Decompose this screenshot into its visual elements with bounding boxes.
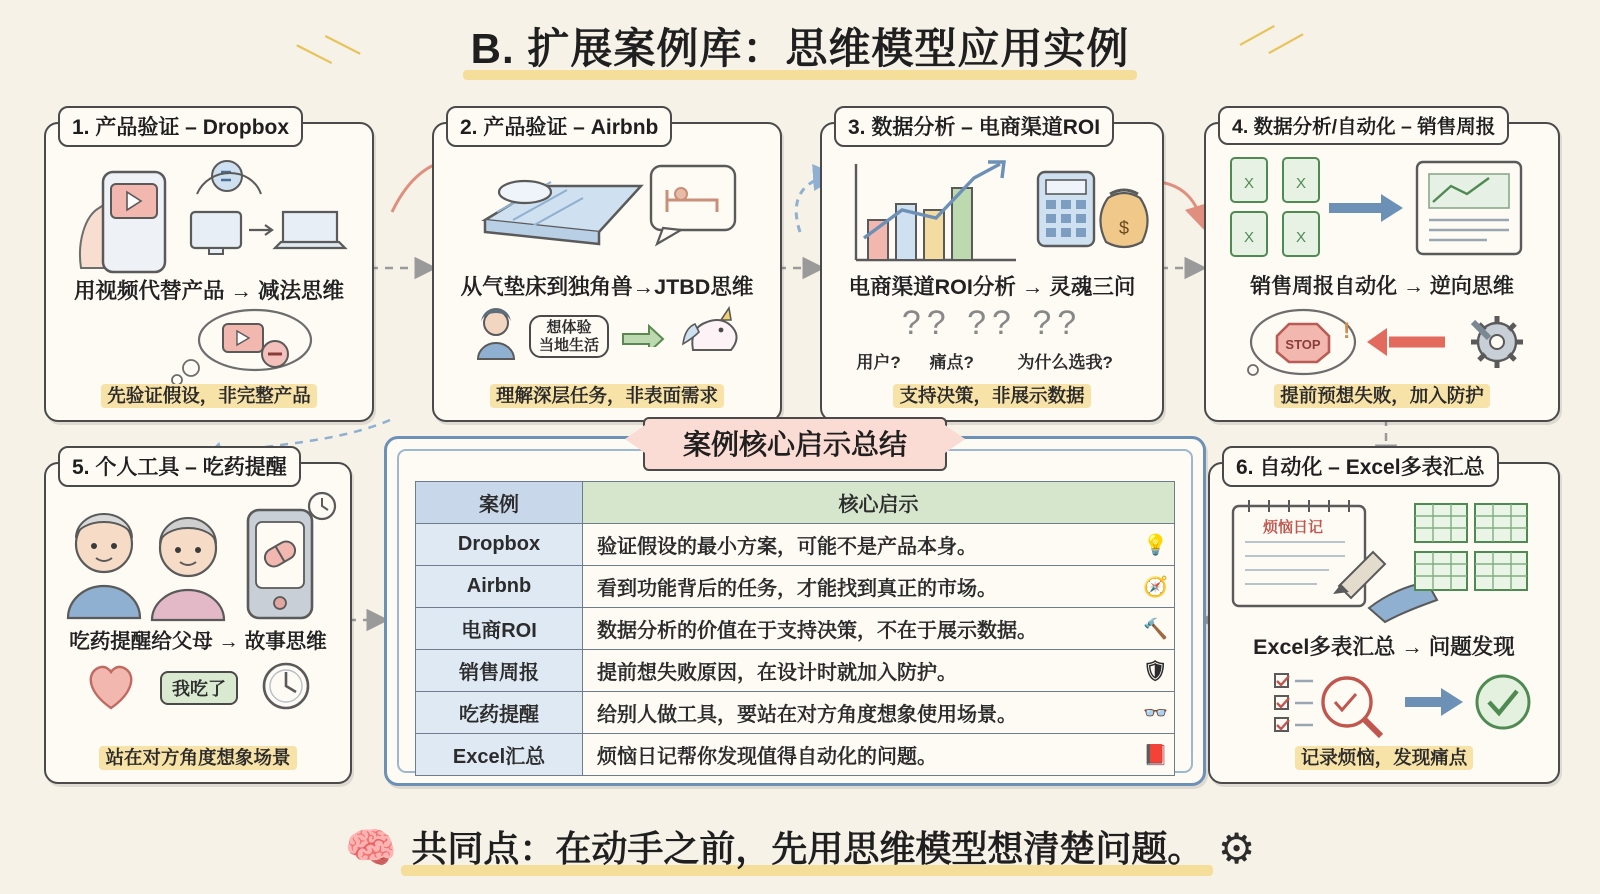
unicorn-icon <box>673 306 747 367</box>
row-lesson: 验证假设的最小方案，可能不是产品本身。 💡 <box>583 524 1175 566</box>
sparkle-icon: ＼＼ <box>295 26 363 77</box>
card-dropbox[interactable] <box>44 116 374 422</box>
page-title <box>455 14 1146 82</box>
svg-text:X: X <box>1243 229 1255 246</box>
card-sales-report-title: 4. 数据分析/自动化 – 销售周报 <box>1218 106 1509 145</box>
airbnb-bubble-text: 想体验 当地生活 <box>529 315 609 358</box>
card-pill-reminder-main: 吃药提醒给父母 → 故事思维 <box>69 630 327 653</box>
footer-text <box>401 821 1213 876</box>
card-airbnb-foot: 理解深层任务，非表面需求 <box>434 382 780 408</box>
footer <box>0 821 1600 876</box>
card-excel-merge-main: Excel多表汇总 → 问题发现 <box>1253 635 1515 659</box>
card-dropbox-illustration <box>46 150 372 274</box>
row-lesson: 烦恼日记帮你发现值得自动化的问题。 📕 <box>583 734 1175 776</box>
svg-text:$: $ <box>1118 218 1130 238</box>
row-case: Excel汇总 <box>416 734 583 776</box>
card-pill-reminder-title: 5. 个人工具 – 吃药提醒 <box>58 446 301 487</box>
svg-text:烦恼日记: 烦恼日记 <box>1263 519 1324 536</box>
row-case: 电商ROI <box>416 608 583 650</box>
card-dropbox-thought-bubble <box>46 306 372 392</box>
row-lesson: 看到功能背后的任务，才能找到真正的市场。 🧭 <box>583 566 1175 608</box>
taken-chip[interactable] <box>150 658 248 717</box>
footer-label: 共同点：在动手之前，先用思维模型想清楚问题。 <box>411 828 1204 869</box>
column-header-lesson: 核心启示 <box>583 482 1175 524</box>
card-ecom-roi[interactable] <box>820 116 1164 422</box>
stop-gear-svg <box>1217 302 1547 380</box>
card-airbnb-illustration <box>434 148 780 268</box>
svg-text:X: X <box>1243 175 1255 192</box>
card-dropbox-foot: 先验证假设，非完整产品 <box>46 382 372 408</box>
card-excel-merge-illustration <box>1210 490 1558 626</box>
svg-text:STOP: STOP <box>1285 337 1321 352</box>
card-sales-report-illustration <box>1206 150 1558 268</box>
card-sales-report-foot: 提前预想失败，加入防护 <box>1206 382 1558 408</box>
heart-icon <box>72 658 150 717</box>
thought-bubble-svg <box>59 306 359 392</box>
row-case: 吃药提醒 <box>416 692 583 734</box>
table-row <box>416 566 1175 608</box>
row-lesson: 数据分析的价值在于支持决策，不在于展示数据。 🔨 <box>583 608 1175 650</box>
svg-text:X: X <box>1295 229 1307 246</box>
page-title-text: B. 扩展案例库：思维模型应用实例 <box>470 25 1130 72</box>
table-row <box>416 650 1175 692</box>
summary-banner: 案例核心启示总结 <box>643 417 947 471</box>
card-sales-report-main: 销售周报自动化 → 逆向思维 <box>1250 275 1514 298</box>
checklist-flow-svg <box>1219 664 1549 744</box>
card-ecom-roi-foot: 支持决策，非展示数据 <box>822 382 1162 408</box>
thought-label <box>525 306 613 367</box>
card-excel-merge[interactable] <box>1208 456 1560 784</box>
shield-icon: 🛡 <box>1142 660 1168 682</box>
book-icon: 📕 <box>1143 744 1168 766</box>
table-row <box>416 608 1175 650</box>
compass-icon: 🧭 <box>1143 576 1168 598</box>
brain-icon: 🧠 <box>344 824 397 871</box>
parents-phone-svg <box>54 490 342 622</box>
airbed-art-svg <box>447 148 767 268</box>
arrow-right-icon <box>613 306 673 367</box>
card-pill-reminder-illustration <box>46 490 350 622</box>
card-ecom-roi-questions <box>822 304 1162 380</box>
row-lesson: 给别人做工具，要站在对方角度想象使用场景。 👓 <box>583 692 1175 734</box>
glasses-icon: 👓 <box>1143 702 1168 724</box>
question-mark-icon: ?? ?? ?? <box>901 304 1083 342</box>
card-dropbox-main: 用视频代替产品 → 减法思维 <box>74 279 344 303</box>
clock-icon <box>248 658 324 717</box>
card-sales-report[interactable] <box>1204 116 1560 422</box>
svg-text:!: ! <box>1343 318 1351 343</box>
card-sales-report-stop-gear <box>1206 302 1558 380</box>
card-excel-merge-foot: 记录烦恼，发现痛点 <box>1210 744 1558 770</box>
card-ecom-roi-illustration <box>822 148 1162 268</box>
table-row <box>416 734 1175 776</box>
row-lesson: 提前想失败原因，在设计时就加入防护。 🛡 <box>583 650 1175 692</box>
person-icon <box>467 306 525 367</box>
card-pill-reminder-foot: 站在对方角度想象场景 <box>46 744 350 770</box>
row-case: Airbnb <box>416 566 583 608</box>
card-ecom-roi-main: 电商渠道ROI分析 → 灵魂三问 <box>848 275 1136 299</box>
page-title-wrap <box>0 14 1600 82</box>
row-case: Dropbox <box>416 524 583 566</box>
column-header-case: 案例 <box>416 482 583 524</box>
card-airbnb[interactable] <box>432 116 782 422</box>
card-excel-merge-flow <box>1210 664 1558 744</box>
card-pill-reminder[interactable] <box>44 456 352 784</box>
notebook-spreadsheet-svg <box>1219 490 1549 626</box>
question-label-3: 为什么选我? <box>1017 353 1113 372</box>
summary-panel[interactable] <box>384 429 1206 786</box>
dropbox-art-svg <box>59 150 359 274</box>
question-label-2: 痛点? <box>929 353 974 372</box>
gavel-icon: 🔨 <box>1143 618 1168 640</box>
taken-chip-label: 我吃了 <box>160 671 238 705</box>
card-airbnb-main: 从气垫床到独角兽→JTBD思维 <box>460 275 754 299</box>
sparkle-icon: ／／ <box>1237 17 1305 66</box>
svg-text:X: X <box>1295 175 1307 192</box>
excel-to-report-svg <box>1217 150 1547 268</box>
table-row <box>416 692 1175 734</box>
card-excel-merge-title: 6. 自动化 – Excel多表汇总 <box>1222 446 1499 487</box>
table-row <box>416 524 1175 566</box>
gear-icon: ⚙ <box>1217 825 1256 872</box>
card-pill-reminder-extras <box>46 658 350 744</box>
card-dropbox-title: 1. 产品验证 – Dropbox <box>58 106 303 147</box>
lightbulb-icon: 💡 <box>1143 534 1168 556</box>
card-ecom-roi-title: 3. 数据分析 – 电商渠道ROI <box>834 106 1114 147</box>
question-label-1: 用户? <box>856 353 901 372</box>
summary-table <box>415 481 1175 776</box>
table-header-row <box>416 482 1175 524</box>
chart-art-svg <box>832 148 1152 268</box>
card-airbnb-title: 2. 产品验证 – Airbnb <box>446 106 672 147</box>
row-case: 销售周报 <box>416 650 583 692</box>
